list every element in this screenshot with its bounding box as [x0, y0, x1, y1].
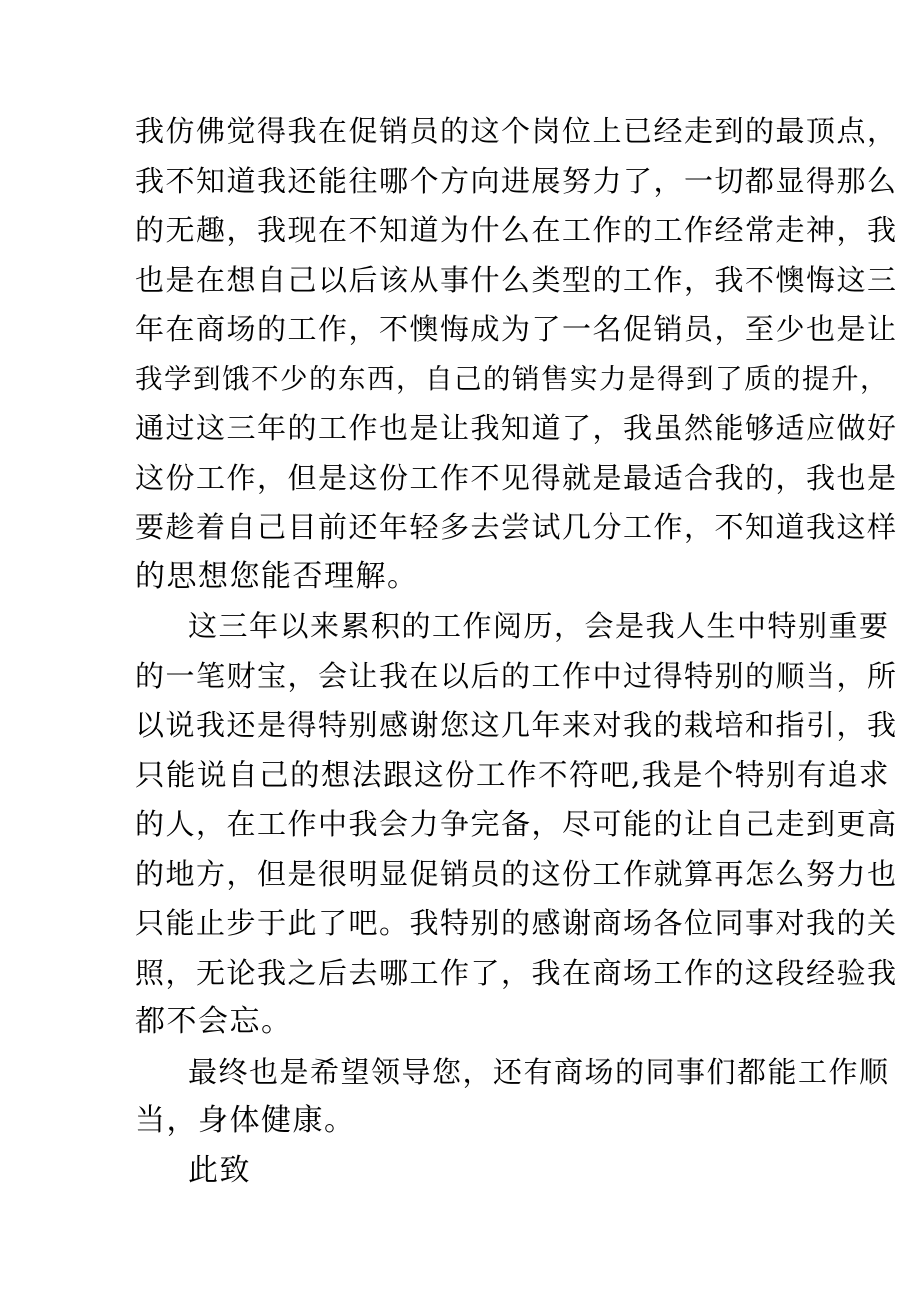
text-line: 的无趣，我现在不知道为什么在工作的工作经常走神，我 [135, 213, 898, 247]
closing-salutation: 此致 [188, 1153, 251, 1188]
text-line: 要趁着自己目前还年轻多去尝试几分工作，不知道我这样 [135, 510, 898, 544]
text-line: 只能说自己的想法跟这份工作不符吧,我是个特别有追求 [135, 758, 890, 792]
text-line: 照，无论我之后去哪工作了，我在商场工作的这段经验我 [135, 956, 898, 990]
text-line: 也是在想自己以后该从事什么类型的工作，我不懊悔这三 [135, 263, 898, 297]
text-line: 我学到饿不少的东西，自己的销售实力是得到了质的提升， [135, 363, 889, 395]
text-line: 以说我还是得特别感谢您这几年来对我的栽培和指引，我 [135, 708, 898, 742]
text-line: 的人，在工作中我会力争完备，尽可能的让自己走到更高 [135, 807, 898, 841]
text-line: 都不会忘。 [135, 1004, 293, 1039]
text-line: 只能止步于此了吧。我特别的感谢商场各位同事对我的关 [135, 906, 898, 940]
text-line: 年在商场的工作，不懊悔成为了一名促销员，至少也是让 [135, 312, 898, 346]
text-line: 最终也是希望领导您，还有商场的同事们都能工作顺 [188, 1055, 890, 1089]
text-line: 这三年以来累积的工作阅历，会是我人生中特别重要 [188, 609, 890, 643]
text-line: 这份工作，但是这份工作不见得就是最适合我的，我也是 [135, 461, 898, 495]
text-line: 的思想您能否理解。 [135, 559, 419, 594]
text-line: 我不知道我还能往哪个方向进展努力了，一切都显得那么 [135, 164, 898, 198]
text-line: 的地方，但是很明显促销员的这份工作就算再怎么努力也 [135, 857, 898, 891]
text-line: 我仿佛觉得我在促销员的这个岗位上已经走到的最顶点， [135, 114, 898, 148]
text-line: 的一笔财宝，会让我在以后的工作中过得特别的顺当，所 [135, 659, 898, 693]
text-line: 通过这三年的工作也是让我知道了，我虽然能够适应做好 [135, 411, 898, 445]
text-line: 当，身体健康。 [135, 1103, 356, 1138]
